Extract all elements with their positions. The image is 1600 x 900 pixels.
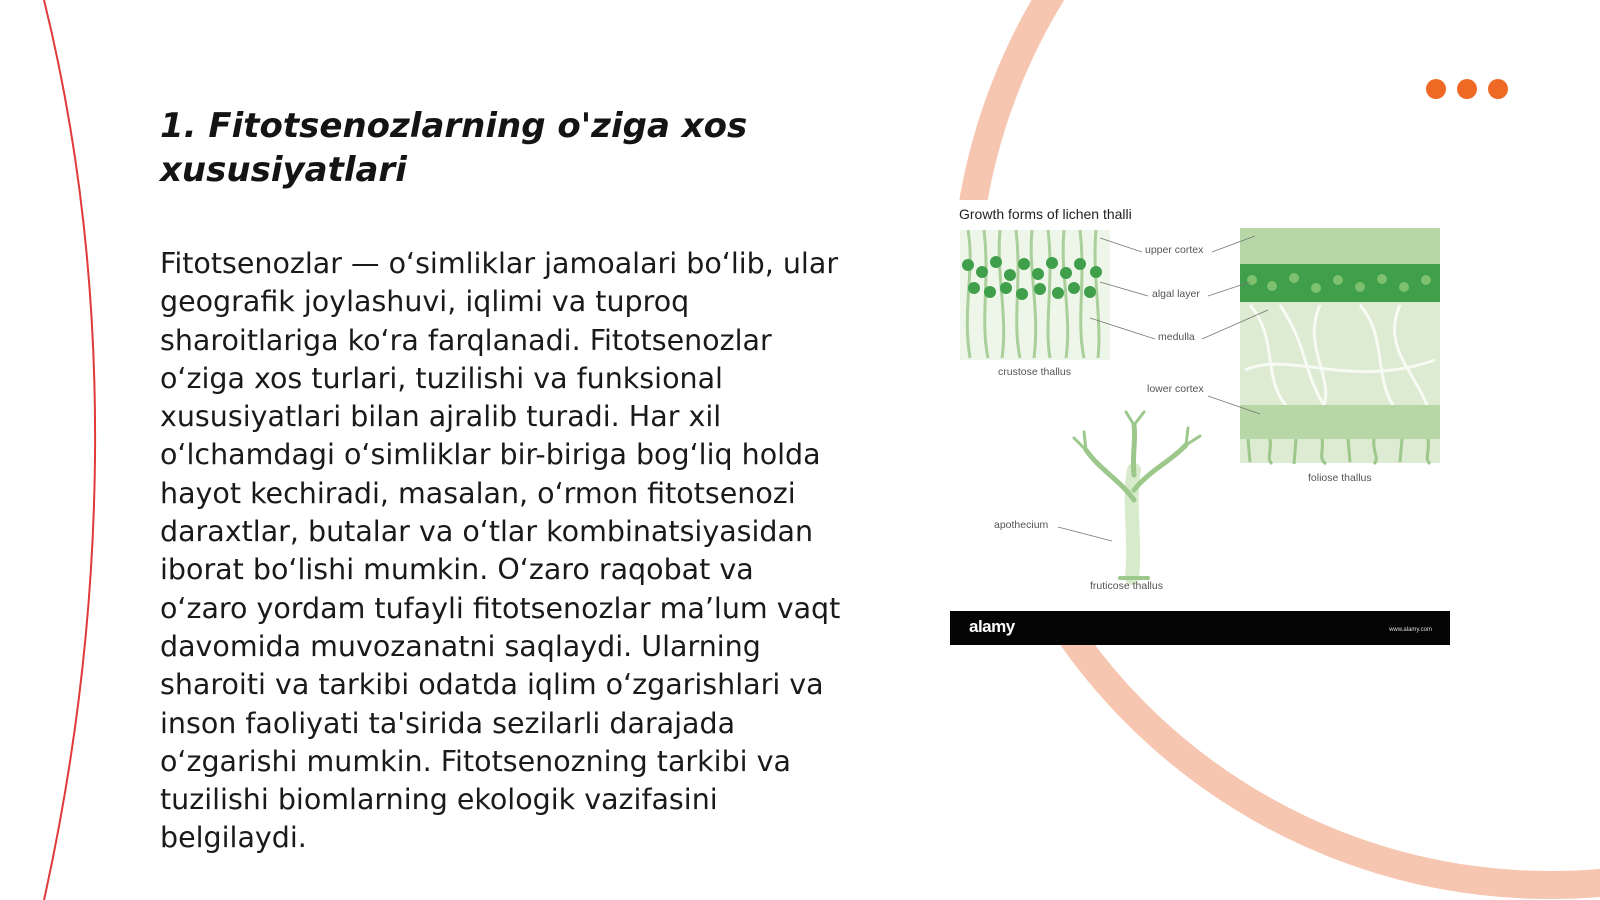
figure-title: Growth forms of lichen thalli (959, 206, 1132, 222)
label-lower-cortex: lower cortex (1147, 383, 1204, 395)
watermark-site: www.alamy.com (1389, 627, 1432, 633)
dot-2 (1457, 79, 1477, 99)
foliose-thallus-drawing (1240, 228, 1440, 464)
label-algal-layer: algal layer (1152, 288, 1200, 300)
label-upper-cortex: upper cortex (1145, 244, 1204, 256)
dot-3 (1488, 79, 1508, 99)
left-edge-curve (44, 0, 95, 900)
slide-title: 1. Fitotsenozlarning o'ziga xos xususiyatlari (160, 106, 748, 190)
lichen-drawing (950, 200, 1450, 611)
fruticose-thallus-drawing (1074, 412, 1200, 578)
menu-dots-icon (1426, 79, 1508, 99)
label-foliose-thallus: foliose thallus (1308, 472, 1372, 484)
lichen-illustration (950, 200, 1450, 645)
dot-1 (1426, 79, 1446, 99)
slide-body-text: Fitotsenozlar — o‘simliklar jamoalari bo‘lib, ular geografik joylashuvi, iqlimi va tuproq sharoitlariga ko‘ra farqlanadi. Fitotsenozlar o‘ziga xos turlari, tuzilishi va funksional xususiyatlari bilan ajralib turadi. Har xil o‘lchamdagi o‘simliklar bir-biriga bog‘liq holda hayot kechiradi, masalan, o‘rmon fitotsenozi daraxtlar, butalar va o‘tlar kombinatsiyasidan iborat bo‘lishi mumkin. O‘zaro raqobat va o‘zaro yordam tufayli fitotsenozlar ma’lum vaqt davomida muvozanatni saqlaydi. Ularning sharoiti va tarkibi odatda iqlim o‘zgarishlari va inson faoliyati ta'sirida sezilarli darajada o‘zgarishi mumkin. Fitotsenozning tarkibi va tuzilishi biomlarning ekologik vazifasini belgilaydi. (160, 247, 841, 855)
label-apothecium: apothecium (994, 519, 1049, 531)
label-medulla: medulla (1158, 331, 1195, 343)
crustose-thallus-drawing (960, 230, 1110, 360)
alamy-logo: alamy (969, 617, 1015, 636)
label-fruticose-thallus: fruticose thallus (1090, 580, 1163, 592)
label-crustose-thallus: crustose thallus (998, 366, 1071, 378)
watermark-bar (950, 611, 1450, 645)
